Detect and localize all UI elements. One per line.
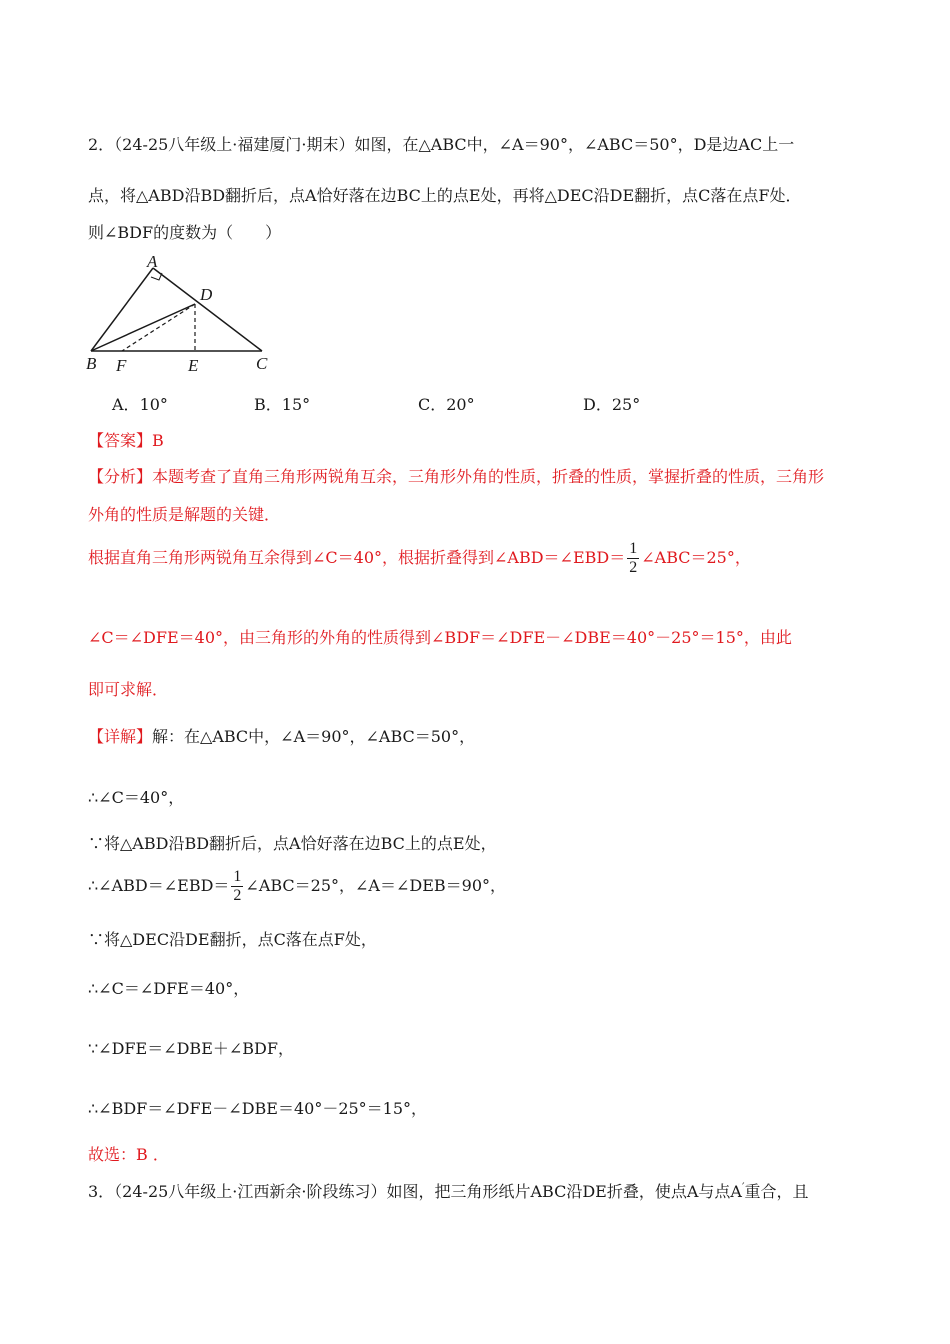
q2-stem-line3: 则∠BDF的度数为（ ）	[88, 223, 282, 242]
fraction-half: $\frac{1}{2}$	[629, 540, 638, 576]
side-ab	[91, 268, 153, 351]
analysis-line3: 根据直角三角形两锐角互余得到∠C＝40°，根据折叠得到∠ABD＝∠EBD＝ $\frac{1}{2}$ ∠ABC＝25°，	[88, 540, 751, 576]
q3-stem-line1: 3．（24-25八年级上·江西新余·阶段练习）如图，把三角形纸片ABC沿DE折叠，使点A与点A′重合，且	[88, 1180, 809, 1201]
detail-s1: 【详解】解：在△ABC中，∠A＝90°，∠ABC＝50°，	[88, 727, 476, 746]
fraction-half-detail: $\frac{1}{2}$	[233, 868, 242, 904]
analysis-line5: 即可求解．	[88, 680, 169, 699]
analysis-line4: ∠C＝∠DFE＝40°，由三角形的外角的性质得到∠BDF＝∠DFE－∠DBE＝40°－25°＝15°，由此	[88, 628, 792, 647]
segment-df-dashed	[122, 304, 195, 351]
detail-s2: ∴∠C＝40°，	[88, 788, 185, 807]
answer-value: B	[152, 431, 164, 450]
answer-line	[88, 428, 164, 451]
side-ac	[153, 268, 262, 351]
option-a[interactable]: A．10°	[112, 395, 168, 414]
label-e: E	[188, 356, 199, 375]
detail-s8: ∴∠BDF＝∠DFE－∠DBE＝40°－25°＝15°，	[88, 1099, 428, 1118]
q2-stem-line2: 点，将△ABD沿BD翻折后，点A恰好落在边BC上的点E处，再将△DEC沿DE翻折，点C落在点F处．	[88, 186, 802, 205]
analysis-line1: 【分析】本题考查了直角三角形两锐角互余，三角形外角的性质，折叠的性质，掌握折叠的性质，三角形	[88, 467, 825, 486]
detail-s4: ∴∠ABD＝∠EBD＝ $\frac{1}{2}$ ∠ABC＝25°，∠A＝∠DEB＝90°，	[88, 868, 507, 904]
option-c[interactable]: C．20°	[418, 395, 475, 414]
detail-tag: 【详解】	[88, 727, 153, 746]
label-a: A	[147, 252, 158, 271]
label-c: C	[256, 354, 268, 373]
analysis-line2: 外角的性质是解题的关键．	[88, 505, 281, 524]
segment-bd	[91, 304, 195, 351]
q2-stem-line1: 2．（24-25八年级上·福建厦门·期末）如图，在△ABC中，∠A＝90°，∠ABC＝50°，D是边AC上一	[88, 135, 795, 154]
detail-s3: ∵将△ABD沿BD翻折后，点A恰好落在边BC上的点E处，	[88, 834, 497, 853]
detail-s6: ∴∠C＝∠DFE＝40°，	[88, 979, 250, 998]
detail-s7: ∵∠DFE＝∠DBE＋∠BDF，	[88, 1039, 294, 1058]
analysis-tag: 【分析】	[88, 467, 153, 486]
option-b[interactable]: B．15°	[254, 395, 311, 414]
label-f: F	[116, 356, 127, 375]
triangle-figure	[80, 250, 280, 380]
label-d: D	[200, 285, 213, 304]
detail-s5: ∵将△DEC沿DE翻折，点C落在点F处，	[88, 930, 377, 949]
detail-s9: 故选：B ．	[88, 1145, 169, 1164]
label-b: B	[86, 354, 97, 373]
answer-tag: 【答案】	[88, 431, 153, 450]
option-d[interactable]: D．25°	[583, 395, 641, 414]
